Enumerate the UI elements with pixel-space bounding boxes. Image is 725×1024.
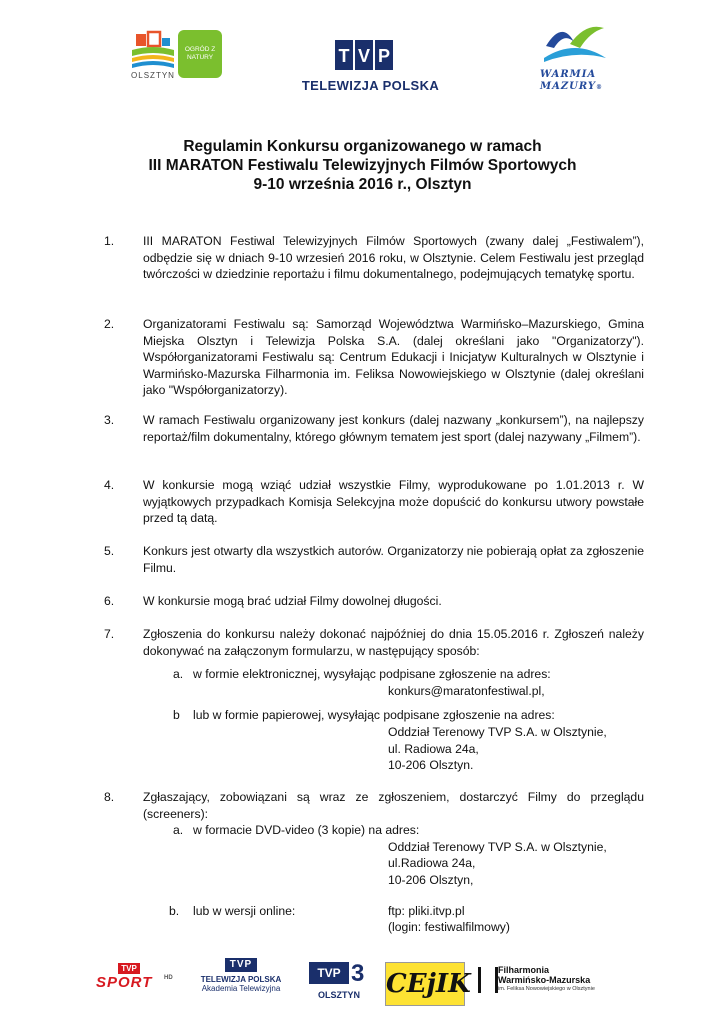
item7-sub-a-label: a.: [173, 667, 184, 681]
document-title: [80, 137, 645, 194]
tvp-sport-hd-logo: [96, 963, 180, 993]
item-text: Zgłoszenia do konkursu należy dokonać najpóźniej do dnia 15.05.2016 r. Zgłoszeń należy dokonywać na załączonym formularzu, w następujący sposób:: [143, 627, 644, 658]
item8-sub-b-label: b.: [169, 904, 180, 918]
list-item: [104, 789, 644, 822]
item-number: 8.: [104, 790, 115, 804]
item-text: Zgłaszający, zobowiązani są wraz ze zgłoszeniem, dostarczyć Filmy do przeglądu (screeners):: [143, 790, 644, 821]
postal-address-line: ul. Radiowa 24a,: [388, 742, 479, 756]
filharmonia-line3: im. Feliksa Nowowiejskiego w Olsztynie: [498, 986, 595, 992]
item-text: III MARATON Festiwal Telewizyjnych Filmów Sportowych (zwany dalej „Festiwalem”), odbędzie się w dniach 9-10 wrzesień 2016 roku, w Olsztynie. Celem Festiwalu jest przegląd twórczości w dziedzinie reportażu i filmu dokumentalnego, podejmujących tematykę sportu.: [143, 234, 644, 281]
postal-address-line: Oddział Terenowy TVP S.A. w Olsztynie,: [388, 840, 607, 854]
filharmonia-logo: [478, 965, 618, 1005]
tvp3-olsztyn-logo: [307, 962, 371, 1008]
item-text: W konkursie mogą brać udział Filmy dowolnej długości.: [143, 594, 442, 608]
hd-text: HD: [164, 975, 173, 981]
item7-sub-a-text: w formie elektronicznej, wysyłając podpisane zgłoszenie na adres:: [193, 667, 551, 681]
tvp3-number: 3: [351, 960, 365, 987]
ogrod-z-natury-logo: OGRÓD Z NATURY: [178, 30, 222, 78]
postal-address-line: ul.Radiowa 24a,: [388, 856, 476, 870]
list-item: [104, 233, 644, 283]
filharmonia-line1: Filharmonia: [498, 965, 550, 975]
item-number: 6.: [104, 594, 115, 608]
list-item: [104, 412, 644, 445]
list-item: [104, 477, 644, 527]
olsztyn-caption: OLSZTYN: [131, 71, 175, 80]
tvp-caption: TELEWIZJA POLSKA: [301, 78, 440, 93]
warmia-caption-line1: WARMIA: [540, 69, 597, 80]
postal-address-line: 10-206 Olsztyn,: [388, 873, 474, 887]
svg-text:P: P: [377, 46, 391, 66]
sport-text: SPORT: [96, 974, 153, 991]
email-address: konkurs@maratonfestiwal.pl,: [388, 684, 545, 698]
akademia-line1: TELEWIZJA POLSKA: [200, 975, 282, 984]
akademia-telewizyjna-logo: [196, 958, 286, 1006]
list-item: [104, 543, 644, 576]
item8-sub-a-label: a.: [173, 823, 184, 837]
item7-sub-b-text: lub w formie papierowej, wysyłając podpisane zgłoszenie na adres:: [193, 708, 555, 722]
item-text: Organizatorami Festiwalu są: Samorząd Województwa Warmińsko–Mazurskiego, Gmina Miejska Olsztyn i Telewizja Polska S.A. (dalej określani jako "Organizatorzy"). Współorganizatorami Festiwalu są: Centrum Edukacji i Inicjatyw Kulturalnych w Olsztynie i Warmińsko-Mazurska Filharmonia im. Feliksa Nowowiejskiego w Olsztynie (dalej określani jako "Współorganizatorzy).: [143, 317, 644, 397]
item-text: W ramach Festiwalu organizowany jest konkurs (dalej nazwany „konkursem”), na najlepszy reportaż/film dokumentalny, którego głównym tematem jest sport (dalej nazywany „Filmem”).: [143, 413, 644, 444]
filharmonia-symbol-icon: [478, 967, 498, 993]
ftp-address: ftp: pliki.itvp.pl: [388, 904, 465, 918]
title-line-2: III MARATON Festiwalu Telewizyjnych Filmów Sportowych: [148, 157, 577, 174]
filharmonia-line2: Warmińsko-Mazurska: [498, 975, 591, 985]
title-line-3: 9-10 września 2016 r., Olsztyn: [253, 176, 472, 193]
tvp3-city: OLSZTYN: [318, 990, 360, 1000]
akademia-tvp-badge: TVP: [225, 958, 257, 972]
tvp-sport-badge: TVP: [118, 963, 140, 974]
item-number: 5.: [104, 544, 115, 558]
list-item: [104, 626, 644, 659]
item8-sub-b-text: lub w wersji online:: [193, 904, 296, 918]
item-text: W konkursie mogą wziąć udział wszystkie Filmy, wyprodukowane po 1.01.2013 r. W wyjątkowych przypadkach Komisja Selekcyjna może dopuścić do konkursu utwory powstałe przed tą datą.: [143, 478, 644, 525]
ceik-logo: CEjIK: [385, 962, 465, 1006]
svg-text:V: V: [357, 46, 371, 66]
warmia-mazury-caption: [540, 69, 620, 94]
postal-address-line: 10-206 Olsztyn.: [388, 758, 474, 772]
list-item: [104, 316, 644, 399]
title-line-1: Regulamin Konkursu organizowanego w ramach: [183, 138, 542, 155]
item-number: 4.: [104, 478, 115, 492]
item7-sub-b-label: b: [173, 708, 180, 722]
item-number: 2.: [104, 317, 115, 331]
item-number: 7.: [104, 627, 115, 641]
warmia-caption-line2: MAZURY: [540, 81, 596, 92]
tvp3-badge: TVP: [309, 962, 349, 984]
item8-sub-a-text: w formacie DVD-video (3 kopie) na adres:: [193, 823, 420, 837]
tvp-logo: [335, 40, 393, 70]
item-number: 1.: [104, 234, 115, 248]
item-text: Konkurs jest otwarty dla wszystkich autorów. Organizatorzy nie pobierają opłat za zgłoszenie Filmu.: [143, 544, 644, 575]
warmia-mazury-logo: [540, 18, 610, 68]
svg-text:T: T: [338, 46, 350, 66]
item-number: 3.: [104, 413, 115, 427]
akademia-line2: Akademia Telewizyjna: [201, 984, 281, 993]
registered-mark: ®: [596, 84, 603, 91]
postal-address-line: Oddział Terenowy TVP S.A. w Olsztynie,: [388, 725, 607, 739]
list-item: [104, 593, 644, 610]
ftp-login: (login: festiwalfilmowy): [388, 920, 510, 934]
